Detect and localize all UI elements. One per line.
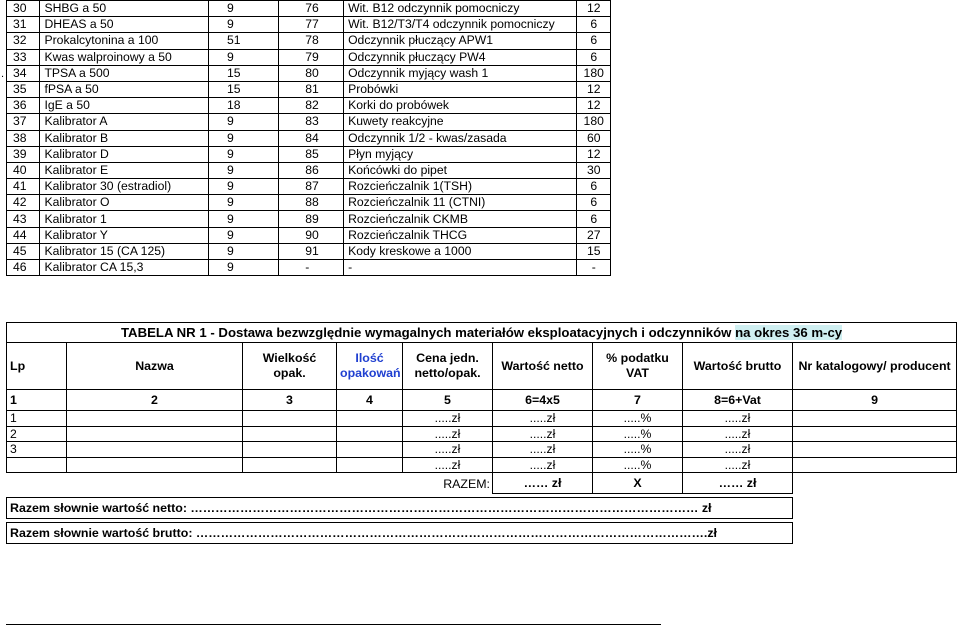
item-qty-2: 6 xyxy=(577,17,611,33)
totals-label: RAZEM: xyxy=(7,473,493,494)
item-name: Kalibrator O xyxy=(40,195,209,211)
header-wielkosc: Wielkość opak. xyxy=(243,343,337,390)
item-lp: 41 xyxy=(7,179,40,195)
item-lp: 38 xyxy=(7,130,40,146)
item-qty: 9 xyxy=(209,227,279,243)
row-brutto[interactable]: .....zł xyxy=(683,411,793,427)
item-name-2: Kody kreskowe a 1000 xyxy=(344,243,577,259)
item-qty-2: 180 xyxy=(577,114,611,130)
item-name: IgE a 50 xyxy=(40,98,209,114)
words-blank xyxy=(793,523,957,544)
header-cena: Cena jedn. netto/opak. xyxy=(403,343,493,390)
row-ilosc[interactable] xyxy=(337,442,403,458)
item-qty: 15 xyxy=(209,81,279,97)
item-name-2: Płyn myjący xyxy=(344,146,577,162)
header-netto: Wartość netto xyxy=(493,343,593,390)
item-qty-2: 12 xyxy=(577,1,611,17)
item-name-2: Odczynnik 1/2 - kwas/zasada xyxy=(344,130,577,146)
row-lp: 1 xyxy=(7,411,67,427)
item-name: Kalibrator 1 xyxy=(40,211,209,227)
totals-blank xyxy=(793,473,957,494)
row-ilosc[interactable] xyxy=(337,457,403,473)
item-name: TPSA a 500 xyxy=(40,65,209,81)
row-katalog[interactable] xyxy=(793,442,957,458)
item-name-2: Rozcieńczalnik THCG xyxy=(344,227,577,243)
row-wielkosc[interactable] xyxy=(243,457,337,473)
item-name-2: Rozcieńczalnik CKMB xyxy=(344,211,577,227)
list-item xyxy=(7,17,611,33)
row-netto[interactable]: .....zł xyxy=(493,457,593,473)
item-qty-2: 6 xyxy=(577,179,611,195)
item-name: Kalibrator CA 15,3 xyxy=(40,260,209,276)
item-qty: 9 xyxy=(209,17,279,33)
item-qty: 9 xyxy=(209,1,279,17)
totals-vat: X xyxy=(593,473,683,494)
item-name: fPSA a 50 xyxy=(40,81,209,97)
item-name-2: Odczynnik płuczący PW4 xyxy=(344,49,577,65)
item-lp: 44 xyxy=(7,227,40,243)
items-list-table xyxy=(6,0,611,276)
item-name-2: Końcówki do pipet xyxy=(344,162,577,178)
row-wielkosc[interactable] xyxy=(243,426,337,442)
item-name: SHBG a 50 xyxy=(40,1,209,17)
item-qty: 9 xyxy=(209,179,279,195)
item-name: DHEAS a 50 xyxy=(40,17,209,33)
item-qty-2: 12 xyxy=(577,81,611,97)
list-item xyxy=(7,98,611,114)
list-item xyxy=(7,227,611,243)
row-nazwa[interactable] xyxy=(67,457,243,473)
list-item xyxy=(7,114,611,130)
item-qty-2: 27 xyxy=(577,227,611,243)
items-list-body xyxy=(7,1,611,276)
item-lp: 42 xyxy=(7,195,40,211)
column-number: 4 xyxy=(337,390,403,411)
item-lp: 45 xyxy=(7,243,40,259)
item-qty: 9 xyxy=(209,146,279,162)
row-netto[interactable]: .....zł xyxy=(493,411,593,427)
item-lp: 32 xyxy=(7,33,40,49)
item-lp-2: 82 xyxy=(279,98,344,114)
item-lp: 39 xyxy=(7,146,40,162)
list-item xyxy=(7,146,611,162)
row-vat[interactable]: .....% xyxy=(593,426,683,442)
row-brutto[interactable]: .....zł xyxy=(683,457,793,473)
item-lp: 30 xyxy=(7,1,40,17)
item-name: Kalibrator D xyxy=(40,146,209,162)
header-ilosc: Ilość opakowań xyxy=(337,343,403,390)
column-number: 9 xyxy=(793,390,957,411)
item-lp-2: 79 xyxy=(279,49,344,65)
item-lp: 35 xyxy=(7,81,40,97)
item-qty-2: 6 xyxy=(577,49,611,65)
item-lp: 43 xyxy=(7,211,40,227)
item-name-2: Korki do probówek xyxy=(344,98,577,114)
table-title-main: TABELA NR 1 - Dostawa bezwzględnie wymagalnych materiałów eksploatacyjnych i odczynników xyxy=(120,325,736,340)
row-katalog[interactable] xyxy=(793,426,957,442)
header-row xyxy=(7,343,957,390)
item-qty-2: 6 xyxy=(577,195,611,211)
header-nazwa: Nazwa xyxy=(67,343,243,390)
row-netto[interactable]: .....zł xyxy=(493,442,593,458)
row-katalog[interactable] xyxy=(793,457,957,473)
item-name: Kalibrator B xyxy=(40,130,209,146)
table-row xyxy=(7,457,957,473)
row-brutto[interactable]: .....zł xyxy=(683,426,793,442)
item-lp-2: 91 xyxy=(279,243,344,259)
item-name-2: Probówki xyxy=(344,81,577,97)
item-lp-2: 78 xyxy=(279,33,344,49)
row-cena[interactable]: .....zł xyxy=(403,442,493,458)
table-title-row xyxy=(7,323,957,343)
item-lp-2: - xyxy=(279,260,344,276)
item-lp-2: 89 xyxy=(279,211,344,227)
row-wielkosc[interactable] xyxy=(243,442,337,458)
list-item xyxy=(7,65,611,81)
row-nazwa[interactable] xyxy=(67,426,243,442)
list-item xyxy=(7,130,611,146)
list-item xyxy=(7,1,611,17)
totals-netto[interactable]: …… zł xyxy=(493,473,593,494)
item-qty-2: 15 xyxy=(577,243,611,259)
list-item xyxy=(7,162,611,178)
words-blank xyxy=(793,498,957,519)
item-name-2: - xyxy=(344,260,577,276)
item-lp: 31 xyxy=(7,17,40,33)
item-name: Kalibrator Y xyxy=(40,227,209,243)
header-katalog: Nr katalogowy/ producent xyxy=(793,343,957,390)
stray-mark: . xyxy=(1,68,5,80)
item-lp: 36 xyxy=(7,98,40,114)
item-name-2: Rozcieńczalnik 1(TSH) xyxy=(344,179,577,195)
item-qty: 9 xyxy=(209,211,279,227)
column-number: 1 xyxy=(7,390,67,411)
item-lp: 34 xyxy=(7,65,40,81)
item-name: Kalibrator 15 (CA 125) xyxy=(40,243,209,259)
item-qty-2: - xyxy=(577,260,611,276)
row-lp xyxy=(7,457,67,473)
item-lp-2: 81 xyxy=(279,81,344,97)
row-nazwa[interactable] xyxy=(67,442,243,458)
price-table xyxy=(6,322,957,544)
page-bottom-rule xyxy=(6,624,661,625)
item-qty: 9 xyxy=(209,243,279,259)
item-lp-2: 86 xyxy=(279,162,344,178)
table-title xyxy=(7,323,957,343)
column-number-row xyxy=(7,390,957,411)
row-cena[interactable]: .....zł xyxy=(403,457,493,473)
words-brutto[interactable]: Razem słownie wartość brutto: …………………………………………………………………………………………………………….zł xyxy=(7,523,793,544)
item-qty-2: 180 xyxy=(577,65,611,81)
row-wielkosc[interactable] xyxy=(243,411,337,427)
item-qty-2: 6 xyxy=(577,211,611,227)
item-lp: 40 xyxy=(7,162,40,178)
row-nazwa[interactable] xyxy=(67,411,243,427)
item-lp: 46 xyxy=(7,260,40,276)
item-name: Kalibrator 30 (estradiol) xyxy=(40,179,209,195)
item-qty: 9 xyxy=(209,114,279,130)
item-qty: 9 xyxy=(209,49,279,65)
row-brutto[interactable]: .....zł xyxy=(683,442,793,458)
item-qty-2: 12 xyxy=(577,98,611,114)
item-lp-2: 85 xyxy=(279,146,344,162)
list-item xyxy=(7,33,611,49)
item-lp: 37 xyxy=(7,114,40,130)
list-item xyxy=(7,195,611,211)
item-qty: 15 xyxy=(209,65,279,81)
item-lp: 33 xyxy=(7,49,40,65)
item-qty: 9 xyxy=(209,195,279,211)
item-name: Prokalcytonina a 100 xyxy=(40,33,209,49)
item-qty-2: 60 xyxy=(577,130,611,146)
item-lp-2: 77 xyxy=(279,17,344,33)
row-netto[interactable]: .....zł xyxy=(493,426,593,442)
totals-brutto[interactable]: …… zł xyxy=(683,473,793,494)
list-item xyxy=(7,243,611,259)
item-lp-2: 83 xyxy=(279,114,344,130)
item-lp-2: 84 xyxy=(279,130,344,146)
table-row xyxy=(7,411,957,427)
row-vat[interactable]: .....% xyxy=(593,411,683,427)
column-number: 2 xyxy=(67,390,243,411)
item-lp-2: 80 xyxy=(279,65,344,81)
list-item xyxy=(7,179,611,195)
list-item xyxy=(7,81,611,97)
row-cena[interactable]: .....zł xyxy=(403,411,493,427)
header-lp: Lp xyxy=(7,343,67,390)
row-ilosc[interactable] xyxy=(337,411,403,427)
table-title-period: na okres 36 m-cy xyxy=(735,325,843,340)
row-cena[interactable]: .....zł xyxy=(403,426,493,442)
item-name: Kalibrator A xyxy=(40,114,209,130)
header-podatek: % podatku VAT xyxy=(593,343,683,390)
item-qty: 9 xyxy=(209,260,279,276)
item-lp-2: 88 xyxy=(279,195,344,211)
row-lp: 3 xyxy=(7,442,67,458)
column-number: 8=6+Vat xyxy=(683,390,793,411)
list-item xyxy=(7,211,611,227)
header-brutto: Wartość brutto xyxy=(683,343,793,390)
item-qty: 9 xyxy=(209,162,279,178)
item-qty: 9 xyxy=(209,130,279,146)
list-item xyxy=(7,49,611,65)
item-qty: 18 xyxy=(209,98,279,114)
column-number: 3 xyxy=(243,390,337,411)
totals-row xyxy=(7,473,957,494)
words-brutto-row xyxy=(7,523,957,544)
item-lp-2: 90 xyxy=(279,227,344,243)
item-qty-2: 12 xyxy=(577,146,611,162)
list-item xyxy=(7,260,611,276)
words-netto-row xyxy=(7,498,957,519)
row-vat[interactable]: .....% xyxy=(593,442,683,458)
item-name-2: Rozcieńczalnik 11 (CTNI) xyxy=(344,195,577,211)
row-ilosc[interactable] xyxy=(337,426,403,442)
words-netto[interactable]: Razem słownie wartość netto: …………………………………………………………………………………………………………… zł xyxy=(7,498,793,519)
item-name: Kwas walproinowy a 50 xyxy=(40,49,209,65)
item-name-2: Odczynnik myjący wash 1 xyxy=(344,65,577,81)
item-name: Kalibrator E xyxy=(40,162,209,178)
table-row xyxy=(7,442,957,458)
item-name-2: Wit. B12/T3/T4 odczynnik pomocniczy xyxy=(344,17,577,33)
item-qty-2: 6 xyxy=(577,33,611,49)
row-katalog[interactable] xyxy=(793,411,957,427)
column-number: 7 xyxy=(593,390,683,411)
item-name-2: Kuwety reakcyjne xyxy=(344,114,577,130)
column-number: 6=4x5 xyxy=(493,390,593,411)
item-lp-2: 87 xyxy=(279,179,344,195)
column-number: 5 xyxy=(403,390,493,411)
item-name-2: Odczynnik płuczący APW1 xyxy=(344,33,577,49)
item-name-2: Wit. B12 odczynnik pomocniczy xyxy=(344,1,577,17)
row-lp: 2 xyxy=(7,426,67,442)
table-row xyxy=(7,426,957,442)
item-qty-2: 30 xyxy=(577,162,611,178)
row-vat[interactable]: .....% xyxy=(593,457,683,473)
item-qty: 51 xyxy=(209,33,279,49)
item-lp-2: 76 xyxy=(279,1,344,17)
